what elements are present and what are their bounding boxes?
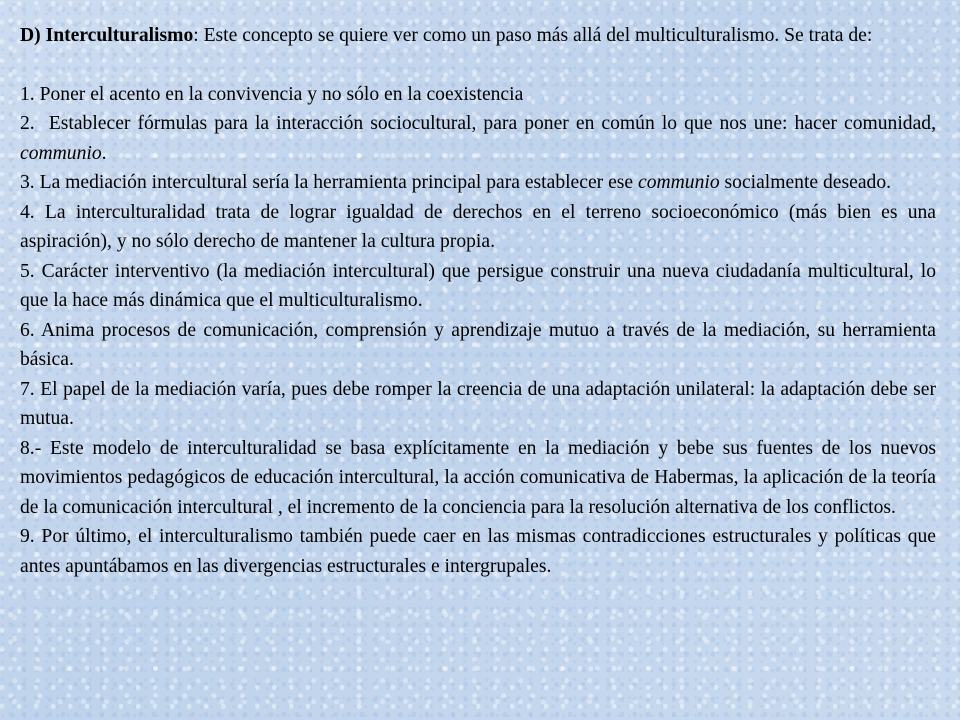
list-item	[20, 316, 936, 375]
intro-text: : Este concepto se quiere ver como un paso más allá del multiculturalismo. Se trata de:	[193, 25, 873, 46]
item-text: La mediación intercultural sería la herramienta principal para establecer ese	[34, 172, 638, 193]
item-number: 4.	[20, 201, 35, 223]
item-tail: socialmente deseado.	[719, 172, 892, 193]
section-heading: D) Interculturalismo	[20, 25, 194, 46]
list-item	[20, 198, 936, 257]
item-emphasis: communio	[20, 142, 102, 164]
item-number: 2.	[20, 113, 35, 134]
item-number: 7.	[20, 378, 35, 400]
list-item	[20, 522, 936, 581]
list-item	[20, 168, 936, 198]
item-text: El papel de la mediación varía, pues debe romper la creencia de una adaptación unilateral: la adaptación debe ser mutua.	[20, 378, 936, 429]
item-tail: .	[101, 142, 107, 164]
item-text: Carácter interventivo (la mediación intercultural) que persigue construir una nueva ciudadanía multicultural, lo que la hace más dinámica que el multiculturalismo.	[20, 260, 936, 311]
item-text: La interculturalidad trata de lograr igualdad de derechos en el terreno socioeconómico (más bien es una aspiración), y no sólo derecho de mantener la cultura propia.	[20, 201, 936, 252]
list-item	[20, 80, 936, 110]
list-item	[20, 434, 936, 523]
item-emphasis: communio	[638, 172, 720, 193]
item-text: Establecer fórmulas para la interacción sociocultural, para poner en común lo que nos une: hacer comunidad,	[34, 113, 946, 134]
item-text: Anima procesos de comunicación, comprensión y aprendizaje mutuo a través de la mediación, su herramienta básica.	[20, 319, 936, 370]
item-number: 8.-	[20, 437, 42, 459]
item-text: Este modelo de interculturalidad se basa explícitamente en la mediación y bebe sus fuentes de los nuevos movimientos pedagógicos de educación intercultural, la acción comunicativa de Habermas, la aplicación de la teoría de la comunicación intercultural , el incremento de la conciencia para la resolución alternativa de los conflictos.	[20, 437, 936, 518]
item-number: 3.	[20, 172, 35, 193]
list-item	[20, 257, 936, 316]
list-item	[20, 375, 936, 434]
intro-paragraph	[20, 21, 936, 51]
item-number: 1.	[20, 83, 35, 105]
item-text: Por último, el interculturalismo también puede caer en las mismas contradicciones estructurales y políticas que antes apuntábamos en las divergencias estructurales e intergrupales.	[20, 526, 936, 577]
item-text: Poner el acento en la convivencia y no sólo en la coexistencia	[34, 83, 524, 105]
item-number: 5.	[20, 260, 35, 282]
item-number: 9.	[20, 526, 35, 547]
slide-body	[20, 21, 946, 581]
list-item	[20, 109, 946, 168]
item-number: 6.	[20, 319, 35, 341]
